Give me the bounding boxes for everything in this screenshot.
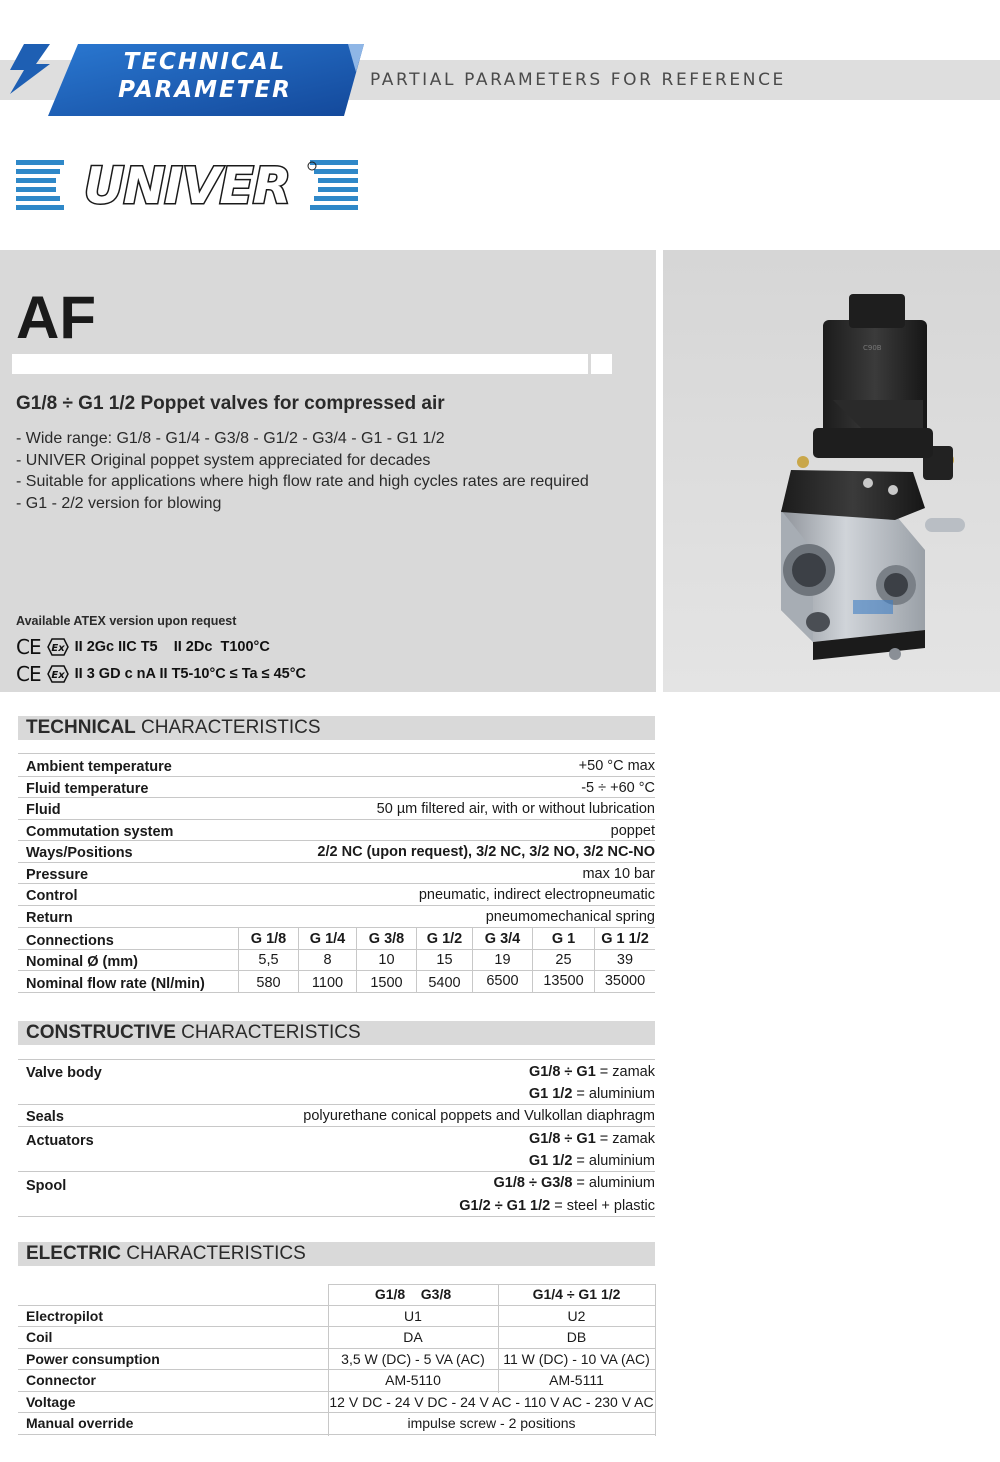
technical-section-header xyxy=(18,716,655,740)
row-label: Pressure xyxy=(26,867,89,883)
row-value: +50 °C max xyxy=(578,758,655,774)
row-value: 11 W (DC) - 10 VA (AC) xyxy=(503,1350,650,1367)
table-top-line xyxy=(18,753,655,754)
table-row xyxy=(18,1127,655,1172)
table-row xyxy=(18,1172,655,1217)
table-row xyxy=(18,777,655,798)
flow-value: 1100 xyxy=(298,971,356,993)
value-rest: = aluminium xyxy=(572,1175,655,1191)
row-label: Return xyxy=(26,910,73,926)
value-rest: = aluminium xyxy=(572,1153,655,1169)
diameter-value: 10 xyxy=(356,950,416,971)
value-bold: G1/8 ÷ G1 xyxy=(528,1131,596,1147)
column-header: G1/8 G3/8 xyxy=(374,1286,452,1302)
row-value: DB xyxy=(566,1329,587,1345)
row-label: Fluid temperature xyxy=(26,781,149,797)
univer-logo xyxy=(16,158,358,210)
row-label: Connector xyxy=(26,1372,96,1388)
row-value: AM-5110 xyxy=(385,1372,441,1388)
section-head-light: CHARACTERISTICS xyxy=(175,1022,361,1043)
value-bold: G1 1/2 xyxy=(528,1086,573,1102)
row-value: poppet xyxy=(610,823,655,839)
table-row xyxy=(18,798,655,820)
table-row xyxy=(18,1370,655,1392)
row-value: DA xyxy=(403,1329,423,1345)
row-value: 2/2 NC (upon request), 3/2 NC, 3/2 NO, 3/2 NC-NO xyxy=(317,844,655,860)
flow-value: 5400 xyxy=(416,971,472,993)
feature-item: - Suitable for applications where high flow rate and high cycles rates are required xyxy=(16,473,589,490)
table-row xyxy=(18,863,655,884)
flow-value: 580 xyxy=(238,971,298,993)
connection-size: G 1/8 xyxy=(238,928,298,950)
svg-text:Ex: Ex xyxy=(50,670,65,681)
connection-size: G 3/4 xyxy=(472,928,532,950)
feature-item: - UNIVER Original poppet system appreciated for decades xyxy=(16,451,431,469)
cert-text: II 2Gc IIC T5 II 2Dc T100°C xyxy=(74,639,270,655)
row-value: pneumatic, indirect electropneumatic xyxy=(418,887,655,903)
ex-hexagon-icon xyxy=(47,665,69,683)
flow-value: 6500 xyxy=(472,971,532,993)
row-value: pneumomechanical spring xyxy=(485,909,655,925)
table-row xyxy=(18,906,655,928)
row-label: Ambient temperature xyxy=(26,759,172,775)
value-bold: G1 1/2 xyxy=(528,1153,573,1169)
svg-text:UNIVER: UNIVER xyxy=(83,158,291,210)
table-row xyxy=(18,1392,655,1414)
table-row xyxy=(18,884,655,906)
row-value: U2 xyxy=(567,1307,586,1324)
row-label: Commutation system xyxy=(26,824,174,840)
banner-title xyxy=(100,48,310,104)
row-label: Connections xyxy=(26,933,114,949)
row-label: Voltage xyxy=(26,1393,76,1410)
value-bold: G1/2 ÷ G1 1/2 xyxy=(459,1198,551,1214)
row-value xyxy=(529,1131,655,1147)
row-value: 50 µm filtered air, with or without lubrication xyxy=(376,801,655,817)
feature-item: - G1 - 2/2 version for blowing xyxy=(16,494,222,512)
electric-section-header xyxy=(18,1242,655,1266)
row-label: Nominal flow rate (Nl/min) xyxy=(26,976,205,992)
diameter-value: 5,5 xyxy=(238,950,298,971)
flow-value: 35000 xyxy=(594,971,655,993)
connections-row xyxy=(18,928,655,950)
row-label: Seals xyxy=(26,1109,64,1125)
row-value: U1 xyxy=(404,1307,422,1324)
ce-mark-icon: CE xyxy=(16,662,41,686)
feature-list xyxy=(16,428,589,514)
row-value xyxy=(529,1153,655,1169)
value-rest: = aluminium xyxy=(572,1086,655,1102)
row-value: polyurethane conical poppets and Vulkollan diaphragm xyxy=(303,1108,655,1124)
section-head-bold: ELECTRIC xyxy=(26,1243,121,1264)
table-row xyxy=(18,1105,655,1127)
cert-row-1 xyxy=(16,636,270,658)
atex-note: Available ATEX version upon request xyxy=(16,614,237,628)
row-value: -5 ÷ +60 °C xyxy=(581,780,655,796)
table-row xyxy=(18,1349,655,1371)
svg-text:C90B: C90B xyxy=(863,344,882,352)
table-row xyxy=(18,1306,655,1328)
product-heading: G1/8 ÷ G1 1/2 Poppet valves for compressed air xyxy=(16,393,445,414)
row-label: Electropilot xyxy=(26,1307,104,1324)
row-value: max 10 bar xyxy=(582,866,655,882)
ce-mark-icon: CE xyxy=(16,635,41,659)
table-row xyxy=(18,755,655,777)
row-value: AM-5111 xyxy=(549,1372,604,1388)
row-value xyxy=(459,1198,655,1214)
diameter-value: 39 xyxy=(594,950,655,971)
cert-text: II 3 GD c nA II T5-10°C ≤ Ta ≤ 45°C xyxy=(74,666,306,682)
row-value: 12 V DC - 24 V DC - 24 V AC - 110 V AC - 230 V AC xyxy=(329,1393,654,1410)
ex-hexagon-icon xyxy=(47,638,69,656)
connection-size: G 1 1/2 xyxy=(594,928,655,950)
diameter-value: 25 xyxy=(532,950,594,971)
connection-size: G 1/4 xyxy=(298,928,356,950)
row-label: Manual override xyxy=(26,1415,134,1431)
table-row xyxy=(18,1413,655,1435)
connection-size: G 1/2 xyxy=(416,928,472,950)
svg-text:Ex: Ex xyxy=(50,643,65,654)
row-label: Coil xyxy=(26,1329,53,1345)
column-divider xyxy=(655,1284,656,1436)
table-row xyxy=(18,820,655,841)
table-top-line xyxy=(18,1059,655,1060)
row-value xyxy=(494,1175,656,1191)
row-label: Actuators xyxy=(26,1133,94,1149)
value-rest: = steel + plastic xyxy=(550,1198,655,1214)
feature-item: - Wide range: G1/8 - G1/4 - G3/8 - G1/2 - G3/4 - G1 - G1 1/2 xyxy=(16,430,445,447)
section-head-bold: TECHNICAL xyxy=(26,717,136,738)
model-title: AF xyxy=(16,284,96,351)
connection-size: G 1 xyxy=(532,928,594,950)
table-row xyxy=(18,841,655,863)
diameter-value: 8 xyxy=(298,950,356,971)
constructive-section-header xyxy=(18,1021,655,1045)
row-label: Fluid xyxy=(26,802,61,818)
row-label: Ways/Positions xyxy=(26,845,133,861)
value-rest: = zamak xyxy=(595,1064,655,1080)
row-label: Nominal Ø (mm) xyxy=(26,954,138,970)
connection-size: G 3/8 xyxy=(356,928,416,950)
banner-subtitle: PARTIAL PARAMETERS FOR REFERENCE xyxy=(370,70,786,90)
section-head-light: CHARACTERISTICS xyxy=(121,1243,306,1264)
nominal-flow-row xyxy=(18,971,655,993)
row-label: Spool xyxy=(26,1178,67,1194)
diameter-value: 15 xyxy=(416,950,472,971)
title-underline xyxy=(12,354,588,374)
table-row xyxy=(18,1061,655,1105)
banner-title-line1: TECHNICAL xyxy=(123,49,287,75)
flow-value: 1500 xyxy=(356,971,416,993)
nominal-diameter-row xyxy=(18,950,655,971)
value-bold: G1/8 ÷ G1 xyxy=(528,1064,596,1080)
row-value: 3,5 W (DC) - 5 VA (AC) xyxy=(341,1350,485,1367)
banner-title-line2: PARAMETER xyxy=(118,77,292,103)
row-value xyxy=(529,1064,655,1080)
row-value: impulse screw - 2 positions xyxy=(407,1415,576,1431)
solenoid-valve-photo xyxy=(663,250,1000,692)
table-row xyxy=(18,1327,655,1349)
row-value xyxy=(529,1086,655,1102)
title-underline-end xyxy=(591,354,612,374)
row-label: Power consumption xyxy=(26,1350,160,1367)
section-head-bold: CONSTRUCTIVE xyxy=(26,1022,176,1043)
value-bold: G1/8 ÷ G3/8 xyxy=(493,1175,573,1191)
row-label: Valve body xyxy=(26,1065,102,1081)
diameter-value: 19 xyxy=(472,950,532,971)
row-label: Control xyxy=(26,888,78,904)
value-rest: = zamak xyxy=(595,1131,655,1147)
cert-row-2 xyxy=(16,663,306,685)
column-header: G1/4 ÷ G1 1/2 xyxy=(532,1286,621,1302)
electric-header-row xyxy=(18,1284,655,1306)
section-head-light: CHARACTERISTICS xyxy=(135,717,321,738)
flow-value: 13500 xyxy=(532,971,594,993)
